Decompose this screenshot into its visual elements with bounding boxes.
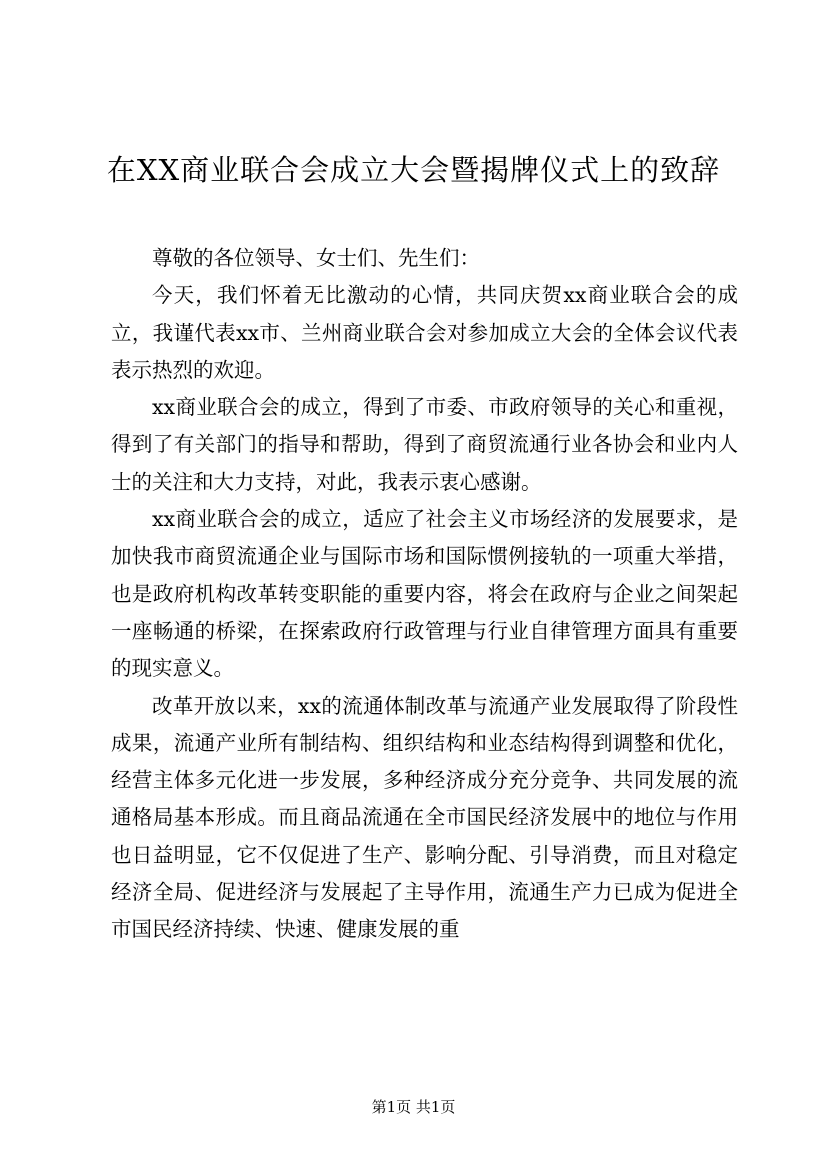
body-paragraph: xx商业联合会的成立，适应了社会主义市场经济的发展要求，是加快我市商贸流通企业与国际市场和国际惯例接轨的一项重大举措，也是政府机构改革转变职能的重要内容，将会在政府与企业之间架起一座畅通的桥梁，在探索政府行政管理与行业自律管理方面具有重要的现实意义。 [111,507,738,681]
salutation-paragraph: 尊敬的各位领导、女士们、先生们： [152,246,480,270]
body-paragraph: xx商业联合会的成立，得到了市委、市政府领导的关心和重视，得到了有关部门的指导和帮助，得到了商贸流通行业各协会和业内人士的关注和大力支持，对此，我表示衷心感谢。 [111,395,738,494]
page-footer: 第1页 共1页 [371,1098,456,1116]
body-paragraph: 今天，我们怀着无比激动的心情，共同庆贺xx商业联合会的成立，我谨代表xx市、兰州商业联合会对参加成立大会的全体会议代表表示热烈的欢迎。 [111,283,738,382]
document-body [111,240,738,949]
body-paragraph: 改革开放以来，xx的流通体制改革与流通产业发展取得了阶段性成果，流通产业所有制结构、组织结构和业态结构得到调整和优化，经营主体多元化进一步发展，多种经济成分充分竞争、共同发展的流通格局基本形成。而且商品流通在全市国民经济发展中的地位与作用也日益明显，它不仅促进了生产、影响分配、引导消费，而且对稳定经济全局、促进经济与发展起了主导作用，流通生产力已成为促进全市国民经济持续、快速、健康发展的重 [111,693,738,942]
document-title: 在XX商业联合会成立大会暨揭牌仪式上的致辞 [106,153,721,187]
